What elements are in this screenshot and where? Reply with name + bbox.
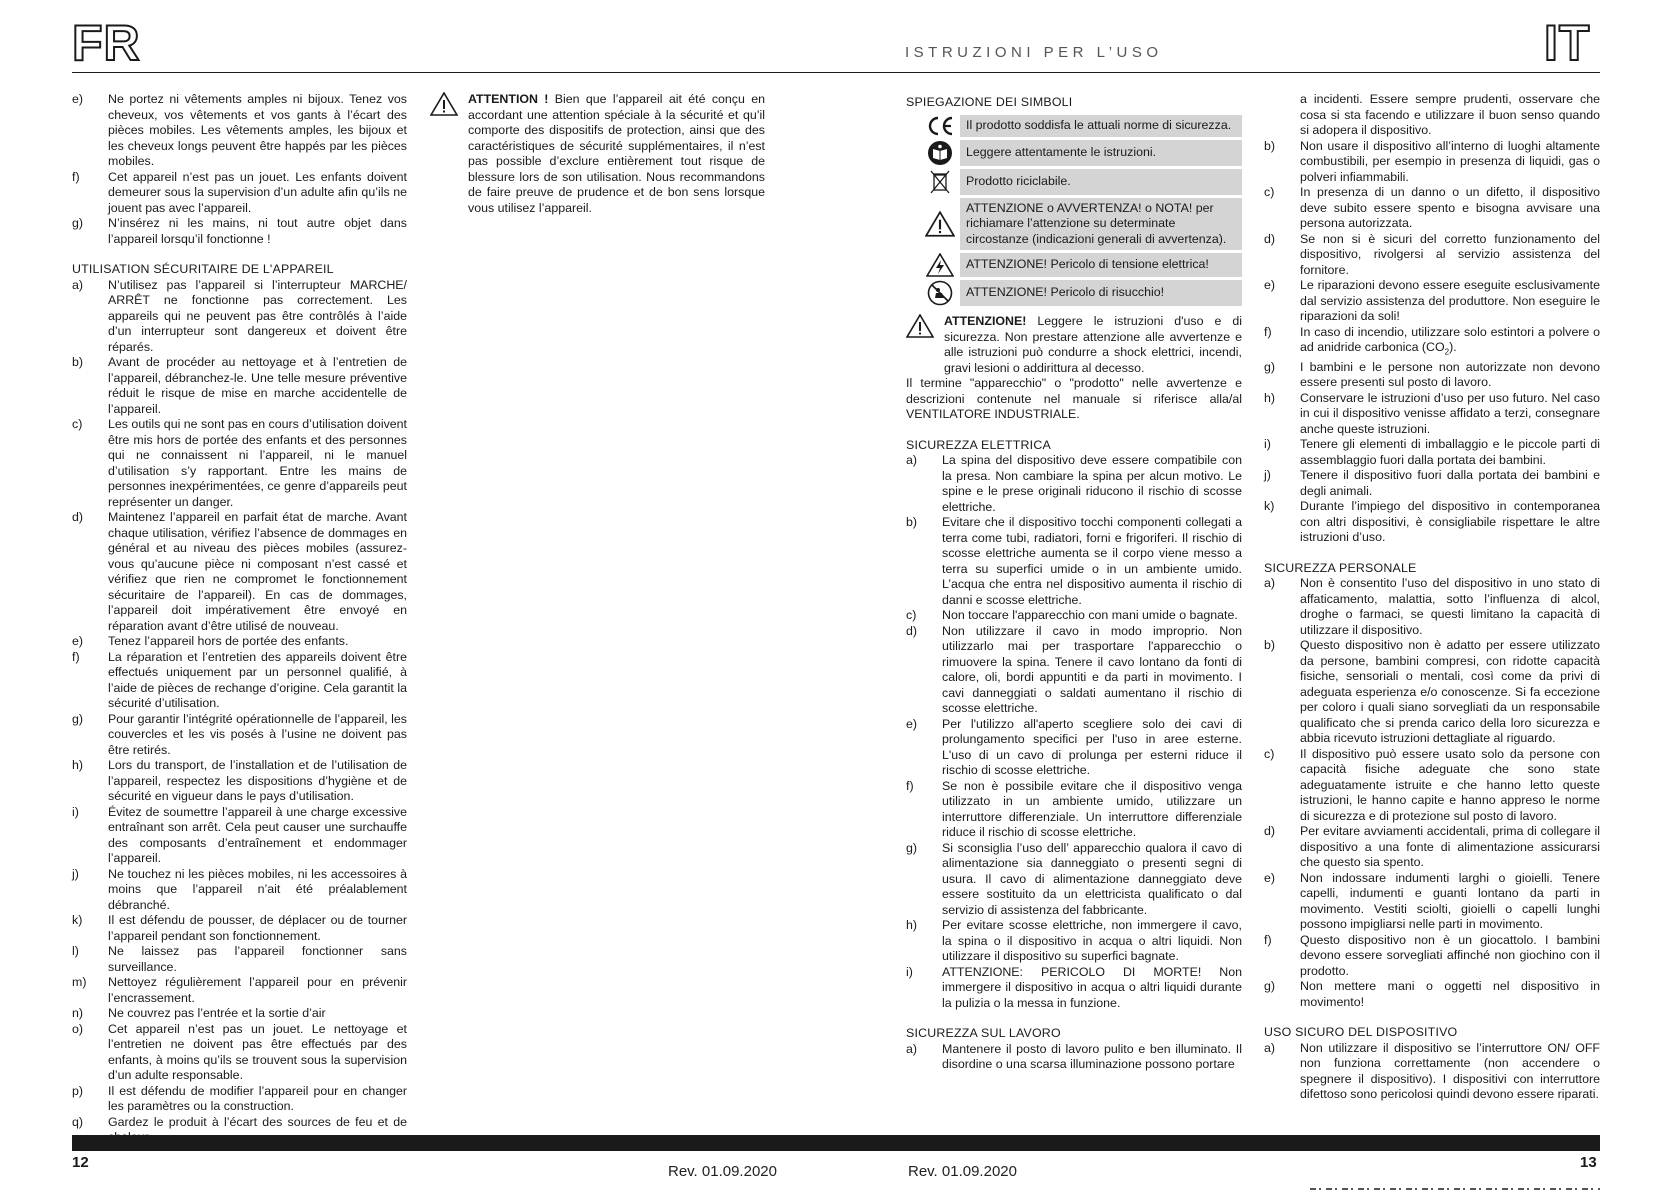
list-item	[72, 712, 407, 759]
ce-mark-icon	[920, 115, 960, 137]
list-item	[906, 1042, 1242, 1073]
list-item	[1264, 638, 1600, 747]
list-item	[72, 805, 407, 867]
list-item-text: Ne couvrez pas l’entrée et la sortie d’air	[108, 1006, 326, 1020]
list-item-label: k)	[1264, 499, 1275, 514]
list-item-label: h)	[1264, 390, 1276, 405]
list-item	[1264, 824, 1600, 871]
list-item-label: q)	[72, 1114, 84, 1129]
list-item-label: g)	[72, 216, 84, 230]
list-item-label: c)	[72, 417, 83, 431]
list-item-text: Se non si è sicuri del corretto funzionamento del dispositivo, rivolgersi al servizio assistenza del fornitore.	[1300, 231, 1600, 277]
list-item-text: Se non è possibile evitare che il dispositivo venga utilizzato in un ambiente umido, utilizzare un interruttore differenziale. Un interruttore differenziale riduce il rischio di scosse elettriche.	[942, 778, 1242, 839]
list-item-text: Il est défendu de modifier l’appareil pour en changer les paramètres ou la construction.	[108, 1083, 407, 1113]
list-item-text: Cet appareil n’est pas un jouet. Les enfants doivent demeurer sous la supervision d’un adulte afin qu’ils ne jouent pas avec l’appareil.	[108, 169, 407, 215]
list-item-label: a)	[1264, 1040, 1276, 1055]
list-item	[72, 913, 407, 944]
list-item	[72, 1022, 407, 1084]
list-item-text-part: ).	[1449, 340, 1457, 354]
list-item-label: f)	[1264, 932, 1272, 947]
list-item-text: Non indossare indumenti larghi o gioielli. Tenere capelli, indumenti e guanti lontano da parti in movimento. Vestiti sciolti, gioielli o capelli lunghi possono impigliarsi nelle parti in movimento.	[1300, 870, 1600, 932]
symbol-description: Prodotto riciclabile.	[960, 169, 1242, 195]
list-item-text: Non mettere mani o oggetti nel dispositivo in movimento!	[1300, 979, 1600, 1009]
header-rule	[72, 72, 1600, 73]
list-item-label: a)	[906, 453, 918, 467]
list-item	[72, 417, 407, 510]
language-code-it: IT	[1544, 15, 1591, 71]
list-item	[906, 918, 1242, 965]
footer-bar	[72, 1135, 1600, 1151]
list-item-text: N’insérez ni les mains, ni tout autre objet dans l’appareil lorsqu’il fonctionne !	[108, 216, 407, 246]
list-item-text: Évitez de soumettre l’appareil à une charge excessive entraînant son arrêt. Cela peut causer une surchauffe des composants d’entraînement et endommager l’appareil.	[108, 804, 407, 865]
list-item-label: g)	[1264, 979, 1276, 994]
list-item-text: Tenere gli elementi di imballaggio e le piccole parti di assemblaggio fuori dalla portata dei bambini.	[1300, 437, 1600, 467]
list-item	[1264, 1041, 1600, 1103]
revision-right: Rev. 01.09.2020	[908, 1163, 1017, 1180]
warning-triangle-icon	[906, 314, 934, 338]
symbol-row	[920, 198, 1242, 251]
symbol-row	[920, 115, 1242, 137]
warning-block-fr	[430, 92, 765, 216]
list-item-label: o)	[72, 1021, 84, 1036]
list-item-text: Tenere il dispositivo fuori dalla portata dei bambini e degli animali.	[1300, 468, 1600, 498]
list-item-label: l)	[72, 944, 79, 958]
list-item-text: Ne laissez pas l’appareil fonctionner sans surveillance.	[108, 944, 407, 974]
list-item	[906, 717, 1242, 779]
list-item-label: f)	[906, 778, 914, 793]
list-item-text: Le riparazioni devono essere eseguite esclusivamente dal servizio assistenza del produttore. Non eseguire le riparazioni da soli!	[1300, 278, 1600, 323]
list-item-text: In presenza di un danno o un difetto, il dispositivo deve subito essere spento e bisogna avvisare una persona autorizzata.	[1300, 185, 1600, 230]
list-item-text: I bambini e le persone non autorizzate non devono essere presenti sul posto di lavoro.	[1300, 359, 1600, 390]
section-title-safe-device-use: USO SICURO DEL DISPOSITIVO	[1264, 1025, 1458, 1040]
fr-top-list	[72, 92, 407, 247]
list-item-text: Pour garantir l’intégrité opérationnelle de l’appareil, les couvercles et les vis posés à l’usine ne doivent pas être retirés.	[108, 711, 407, 757]
list-item-label: k)	[72, 913, 83, 927]
list-item-label: p)	[72, 1083, 84, 1098]
section-title-electric-safety: SICUREZZA ELETTRICA	[906, 437, 1051, 452]
list-item	[906, 515, 1242, 608]
fr-column-2	[430, 92, 765, 216]
list-item-text: Nettoyez régulièrement l’appareil pour en prévenir l’encrassement.	[108, 975, 407, 1005]
list-item-label: b)	[1264, 138, 1276, 153]
list-item	[72, 355, 407, 417]
list-item-text: N’utilisez pas l’appareil si l’interrupteur MARCHE/ ARRÊT ne fonctionne pas correctement. Les appareils qui ne peuvent pas être contrôlés à l’aide d’un interrupteur sont dangereux et doivent être réparés.	[108, 277, 407, 354]
list-item	[72, 758, 407, 805]
section-title-safe-use-fr: UTILISATION SÉCURITAIRE DE L'APPAREIL	[72, 262, 334, 276]
list-item-text: Evitare che il dispositivo tocchi componenti collegati a terra come tubi, radiatori, forni e frigoriferi. Il rischio di scosse elettriche aumenta se il corpo viene messo a terra su superfici umide o in un ambiente umido. L’acqua che entra nel dispositivo aumenta il rischio di danni e scosse elettriche.	[942, 515, 1242, 607]
list-item	[1264, 391, 1600, 438]
list-item-text: Mantenere il posto di lavoro pulito e ben illuminato. Il disordine o una scarsa illuminazione possono portare	[942, 1041, 1242, 1071]
list-item	[1264, 437, 1600, 468]
list-item	[72, 944, 407, 975]
list-item	[906, 841, 1242, 919]
list-item-text: Cet appareil n’est pas un jouet. Le nettoyage et l’entretien ne doivent pas être effectués par des enfants, à moins qu’ils se trouvent sous la supervision d’un adulte responsable.	[108, 1021, 407, 1082]
list-item	[1264, 747, 1600, 825]
list-item-label: e)	[1264, 870, 1276, 885]
list-item-label: g)	[1264, 359, 1276, 374]
list-item-label: d)	[1264, 231, 1276, 246]
warning-heading-fr: ATTENTION !	[468, 92, 549, 106]
personal-safety-list	[1264, 576, 1600, 1010]
list-item-text: La réparation et l’entretien des appareils doivent être effectués uniquement par un personnel qualifié, à l’aide de pièces de rechange d’origine. Cela garantit la sécurité d’utilisation.	[108, 649, 407, 710]
list-item	[1264, 499, 1600, 546]
list-item-text: La spina del dispositivo deve essere compatibile con la presa. Non cambiare la spina per alcun motivo. Le spine e le prese originali riducono il rischio di scosse elettriche.	[942, 453, 1242, 514]
list-item-text: Questo dispositivo non è un giocattolo. I bambini devono essere sorvegliati affinché non giochino con il prodotto.	[1300, 932, 1600, 978]
section-title-work-safety: SICUREZZA SUL LAVORO	[906, 1026, 1061, 1040]
list-item	[72, 650, 407, 712]
list-item-text	[1300, 325, 1600, 360]
list-item-label: j)	[1264, 468, 1271, 483]
list-item-label: h)	[906, 918, 918, 932]
safe-device-use-list	[1264, 1041, 1600, 1103]
list-item	[72, 216, 407, 247]
it-column-2	[1264, 92, 1600, 1103]
list-item-text: Non utilizzare il cavo in modo improprio. Non utilizzarlo mai per trasportare l'apparecchio o rimuovere la spina. Tenere il cavo lontano da fonti di calore, oli, bordi appuntiti e da parti in movimento. I cavi danneggiati o saldati aumentano il rischio di scosse elettriche.	[942, 623, 1242, 715]
work-safety-list	[906, 1042, 1242, 1073]
list-item-label: b)	[906, 515, 918, 529]
list-item-text: Ne touchez ni les pièces mobiles, ni les accessoires à moins que l’appareil n’ait été préalablement débranché.	[108, 866, 407, 912]
symbol-description: ATTENZIONE o AVVERTENZA! o NOTA! per richiamare l’attenzione su determinate circostanze (indicazioni generali di avvertenza).	[960, 198, 1242, 251]
list-item-label: b)	[1264, 638, 1276, 653]
header-title: ISTRUZIONI PER L’USO	[905, 44, 1163, 61]
list-item-label: g)	[906, 840, 918, 855]
list-item	[72, 170, 407, 217]
list-item	[1264, 185, 1600, 232]
list-item-label: d)	[1264, 824, 1276, 839]
list-item-text: Durante l’impiego del dispositivo in contemporanea con altri dispositivi, è consigliabile rispettare le altre istruzioni d’uso.	[1300, 499, 1600, 545]
list-item	[1264, 576, 1600, 638]
list-item-label: h)	[72, 758, 84, 772]
list-item	[906, 608, 1242, 624]
scan-marks	[1310, 1188, 1600, 1190]
list-item-label: n)	[72, 1006, 84, 1020]
term-note: Il termine "apparecchio" o "prodotto" nelle avvertenze e descrizioni contenute nel manuale si riferisce alla/al VENTILATORE INDUSTRIALE.	[906, 376, 1242, 421]
section-title-symbols: SPIEGAZIONE DEI SIMBOLI	[906, 95, 1073, 109]
list-item	[72, 92, 407, 170]
list-item	[72, 975, 407, 1006]
list-item	[72, 867, 407, 914]
symbol-description: ATTENZIONE! Pericolo di risucchio!	[960, 280, 1242, 306]
revision-left: Rev. 01.09.2020	[668, 1163, 777, 1180]
warning-text-fr: Bien que l’appareil ait été conçu en accordant une attention spéciale à la sécurité et qu’il comporte des dispositifs de protection, ainsi que des caractéristiques de sécurité supplémentaires, il n’est pas possible d’exclure entièrement tout risque de blessure lors de son utilisation. Nous recommandons de faire preuve de prudence et de bon sens lorsque vous utilisez l’appareil.	[468, 92, 765, 215]
list-item-label: c)	[1264, 746, 1275, 761]
list-item	[1264, 232, 1600, 279]
list-item-text: Si sconsiglia l’uso dell’ apparecchio qualora il cavo di alimentazione sia danneggiato o presenti segni di usura. Il cavo di alimentazione danneggiato deve essere sostituito da un elettricista qualificato o dal servizio di assistenza del fabbricante.	[942, 840, 1242, 917]
list-item	[1264, 139, 1600, 186]
list-item	[1264, 278, 1600, 325]
list-item-text: Non toccare l'apparecchio con mani umide o bagnate.	[942, 608, 1238, 622]
warning-triangle-icon	[920, 198, 960, 251]
list-item-label: c)	[1264, 185, 1275, 199]
work-safety-list-continued	[1264, 139, 1600, 546]
warning-text-it: Leggere le istruzioni d'uso e di sicurezza. Non prestare attenzione alle avvertenze e alle istruzioni può condurre a shock elettrici, incendi, gravi lesioni o addirittura al decesso.	[944, 314, 1242, 375]
list-item-label: i)	[1264, 437, 1271, 452]
list-item-text: Avant de procéder au nettoyage et à l’entretien de l’appareil, débranchez-le. Une telle mesure préventive réduit le risque de mise en marche accidentelle de l’appareil.	[108, 355, 407, 416]
fr-safe-use-list	[72, 278, 407, 1146]
list-item-text: Per l'utilizzo all'aperto scegliere solo dei cavi di prolungamento specifici per l'uso in aree esterne. L'uso di un cavo di prolunga per esterni riduce il rischio di scosse elettriche.	[942, 716, 1242, 777]
list-item-text: Questo dispositivo non è adatto per essere utilizzato da persone, bambini compresi, con ridotte capacità fisiche, sensoriali o mentali, così come da privi di adeguata esperienza e/o conoscenze. Si fa eccezione per coloro i quali siano sorvegliati da un responsabile qualificato che si prenda carico della loro sicurezza e abbia ricevuto istruzioni dettagliate al riguardo.	[1300, 638, 1600, 746]
list-item-text: Il est défendu de pousser, de déplacer ou de tourner l’appareil pendant son fonctionnement.	[108, 913, 407, 943]
list-item-text: Gardez le produit à l’écart des sources de feu et de	[108, 1114, 407, 1129]
symbol-row	[920, 253, 1242, 277]
list-item-label: e)	[72, 92, 84, 106]
electric-safety-list	[906, 453, 1242, 1011]
page-number-left: 12	[72, 1154, 89, 1171]
list-item	[72, 1084, 407, 1115]
list-item-label: m)	[72, 975, 87, 989]
symbol-description: Leggere attentamente le istruzioni.	[960, 140, 1242, 166]
symbol-row	[920, 140, 1242, 166]
list-item	[72, 278, 407, 356]
electric-hazard-icon	[920, 253, 960, 277]
list-item-text: Maintenez l’appareil en parfait état de marche. Avant chaque utilisation, vérifiez l’absence de dommages en général et au niveau des pièces mobiles (assurez-vous qu’aucune pièce ni composant n’est cassé et vérifiez que rien ne compromet le fonctionnement sécuritaire de l’appareil). En cas de dommages, l’appareil doit impérativement être envoyé en réparation avant d’être utilisé de nouveau.	[108, 510, 407, 633]
list-item-label: b)	[72, 355, 84, 369]
list-item-label: a)	[1264, 576, 1276, 591]
list-item-label: a)	[906, 1041, 918, 1056]
subscript: 2	[1444, 347, 1450, 357]
list-item-text: Lors du transport, de l’installation et de l’utilisation de l’appareil, respectez les dispositions d’hygiène et de sécurité en vigueur dans le pays d’utilisation.	[108, 758, 407, 803]
list-item	[72, 1006, 407, 1022]
list-item-label: f)	[72, 169, 80, 184]
fr-column-1	[72, 92, 407, 1146]
warning-triangle-icon	[430, 92, 458, 116]
list-item-label: e)	[72, 634, 84, 648]
list-item	[906, 779, 1242, 841]
list-item-text: Conservare le istruzioni d’uso per uso futuro. Nel caso in cui il dispositivo venisse affidato a terzi, consegnare anche queste istruzioni.	[1300, 390, 1600, 436]
list-item-label: i)	[906, 964, 913, 979]
symbol-description: Il prodotto soddisfa le attuali norme di sicurezza.	[960, 115, 1242, 137]
warning-heading-it: ATTENZIONE!	[944, 314, 1027, 328]
list-item	[72, 634, 407, 650]
symbol-row	[920, 280, 1242, 306]
list-item-text: Les outils qui ne sont pas en cours d’utilisation doivent être mis hors de portée des enfants et des personnes qui ne connaissent ni l’appareil, ni le manuel d’utilisation s’y rapportant. Entre les mains de personnes inexpérimentées, ce genre d’appareils peut représenter un danger.	[108, 417, 407, 509]
symbol-row	[920, 169, 1242, 195]
list-item	[906, 453, 1242, 515]
list-item-text: Non usare il dispositivo all’interno di luoghi altamente combustibili, per esempio in presenza di liquidi, gas o polveri infiammabili.	[1300, 138, 1600, 184]
list-item	[1264, 325, 1600, 360]
work-safety-continued: a incidenti. Essere sempre prudenti, osservare che cosa si sta facendo e utilizzare il buon senso quando si adopera il dispositivo.	[1300, 92, 1600, 137]
list-item	[1264, 871, 1600, 933]
list-item-label: i)	[72, 804, 79, 819]
symbol-description: ATTENZIONE! Pericolo di tensione elettrica!	[960, 253, 1242, 277]
list-item-label: d)	[72, 510, 84, 524]
warning-block-it	[906, 314, 1242, 376]
list-item-label: f)	[1264, 324, 1272, 339]
list-item-text: Non utilizzare il dispositivo se l’interruttore ON/ OFF non funziona correttamente (non accendere o spegnere il dispositivo). I dispositivi con interruttore difettoso sono pericolosi quindi devono essere riparati.	[1300, 1040, 1600, 1102]
list-item-text: Tenez l’appareil hors de portée des enfants.	[108, 634, 349, 648]
read-manual-icon	[920, 140, 960, 166]
it-column-1	[906, 95, 1242, 1073]
list-item	[1264, 933, 1600, 980]
suffocation-hazard-icon	[920, 280, 960, 306]
list-item-label: g)	[72, 711, 84, 726]
list-item-text-part: In caso di incendio, utilizzare solo estintori a polvere o ad anidride carbonica (CO	[1300, 324, 1600, 354]
list-item-label: a)	[72, 277, 84, 292]
list-item-label: j)	[72, 866, 79, 881]
list-item-label: e)	[1264, 278, 1276, 292]
list-item	[1264, 979, 1600, 1010]
list-item	[1264, 360, 1600, 391]
list-item	[906, 624, 1242, 717]
list-item-text: Ne portez ni vêtements amples ni bijoux. Tenez vos cheveux, vos vêtements et vos gants à l’écart des pièces mobiles. Les vêtements amples, les bijoux et les cheveux longs peuvent être happés par les pièces mobiles.	[108, 92, 407, 168]
list-item-label: d)	[906, 623, 918, 638]
crossed-bin-icon	[920, 169, 960, 195]
section-title-personal-safety: SICUREZZA PERSONALE	[1264, 560, 1417, 575]
list-item-text: Per evitare avviamenti accidentali, prima di collegare il dispositivo a una fonte di alimentazione assicurarsi che questo sia spento.	[1300, 824, 1600, 870]
list-item	[1264, 468, 1600, 499]
page-number-right: 13	[1580, 1154, 1597, 1171]
list-item-label: c)	[906, 608, 917, 622]
list-item-text: ATTENZIONE: PERICOLO DI MORTE! Non immergere il dispositivo in acqua o altri liquidi durante la pulizia o la messa in funzione.	[942, 964, 1242, 1010]
symbols-table	[920, 115, 1242, 307]
list-item-text: Il dispositivo può essere usato solo da persone con capacità fisiche adeguate che sono state adeguatamente istruite e che hanno letto queste istruzioni, le hanno capite e hanno appreso le norme di sicurezza e di protezione sul posto di lavoro.	[1300, 746, 1600, 823]
list-item	[72, 510, 407, 634]
list-item-text: Per evitare scosse elettriche, non immergere il cavo, la spina o il dispositivo in acqua o altri liquidi. Non utilizzare il dispositivo su superfici bagnate.	[942, 918, 1242, 963]
list-item-label: e)	[906, 716, 918, 731]
language-code-fr: FR	[72, 15, 141, 71]
list-item-label: f)	[72, 649, 80, 664]
list-item-text: Non è consentito l’uso del dispositivo in uno stato di affaticamento, malattia, sotto l’influenza di alcol, droghe o farmaci, se questi limitano la capacità di utilizzare il dispositivo.	[1300, 576, 1600, 637]
list-item	[906, 965, 1242, 1012]
